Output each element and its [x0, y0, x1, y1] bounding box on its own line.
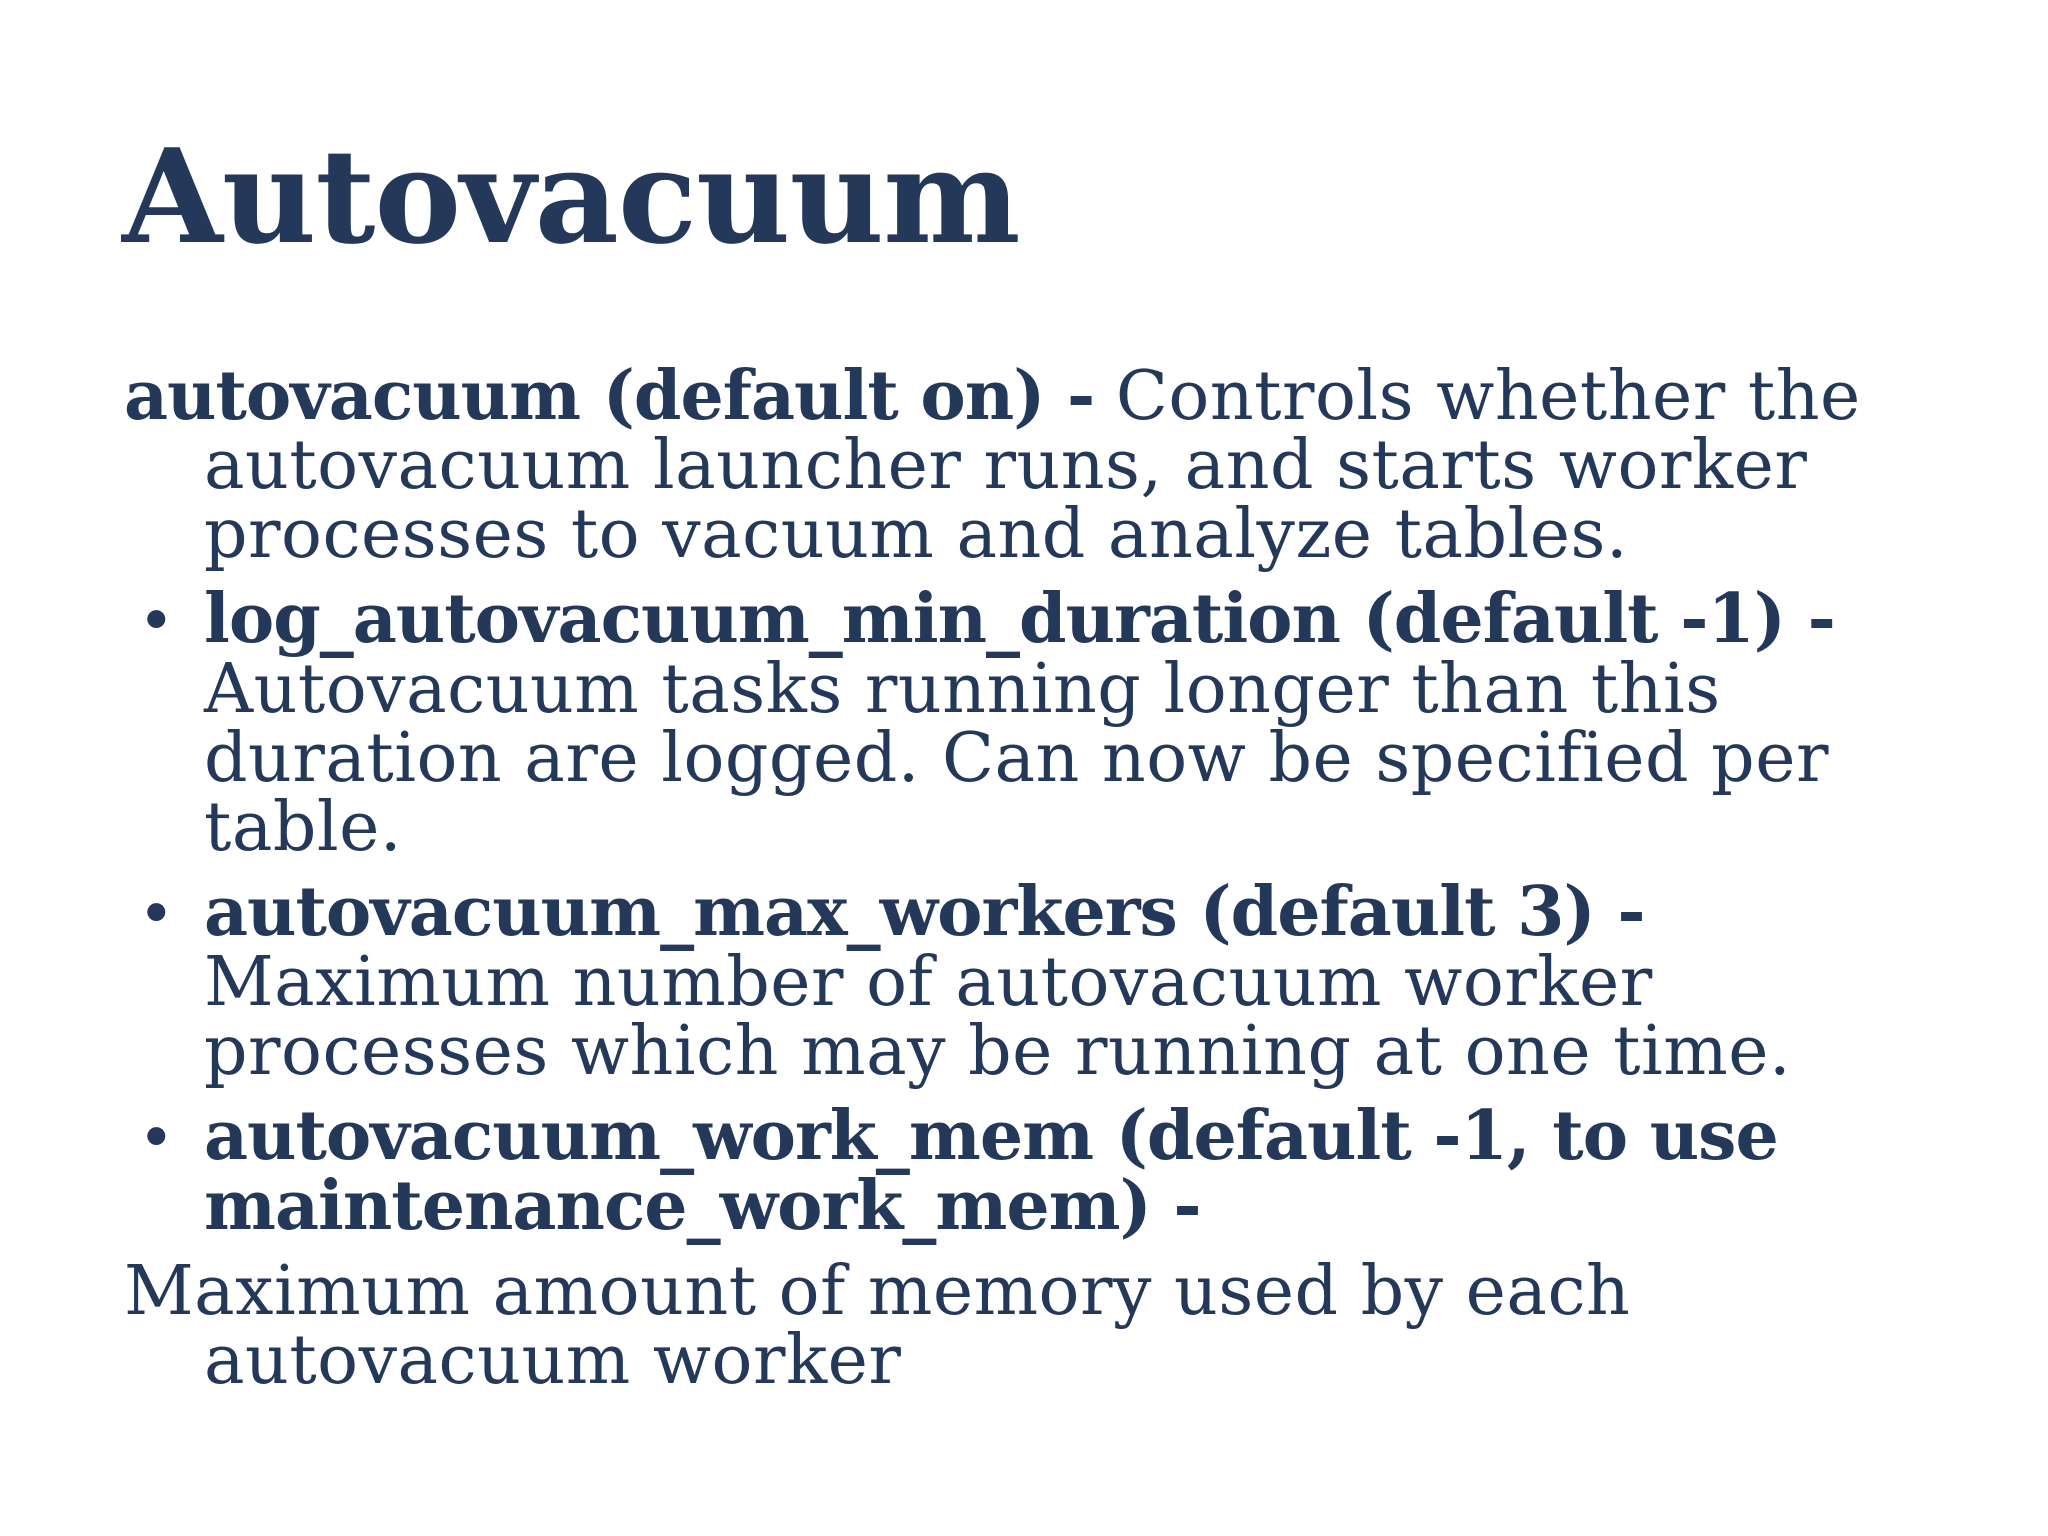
setting-term: autovacuum (default on) - [124, 356, 1095, 436]
setting-description: Autovacuum tasks running longer than this duration are logged. Can now be specified per table. [204, 650, 1829, 867]
bullet-icon: • [138, 584, 175, 657]
setting-description: Maximum number of autovacuum worker processes which may be running at one time. [204, 943, 1792, 1091]
setting-description: Maximum amount of memory used by each autovacuum worker [124, 1252, 1631, 1400]
bullet-icon: • [138, 877, 175, 950]
slide-body [124, 356, 1994, 1411]
setting-term: autovacuum_work_mem (default -1, to use maintenance_work_mem) - [204, 1096, 1778, 1246]
slide-title: Autovacuum [122, 120, 1020, 273]
setting-item-autovacuum [124, 356, 1994, 574]
setting-description: Controls whether the autovacuum launcher runs, and starts worker processes to vacuum and analyze tables. [204, 357, 1861, 574]
setting-item-log-autovacuum-min-duration [124, 579, 1994, 867]
bullet-icon: • [138, 1101, 175, 1174]
setting-term: autovacuum_max_workers (default 3) - [204, 872, 1645, 952]
setting-item-autovacuum-work-mem [124, 1096, 1994, 1246]
setting-term: log_autovacuum_min_duration (default -1) - [204, 579, 1835, 659]
setting-description-autovacuum-work-mem [124, 1252, 1994, 1400]
setting-item-autovacuum-max-workers [124, 872, 1994, 1091]
